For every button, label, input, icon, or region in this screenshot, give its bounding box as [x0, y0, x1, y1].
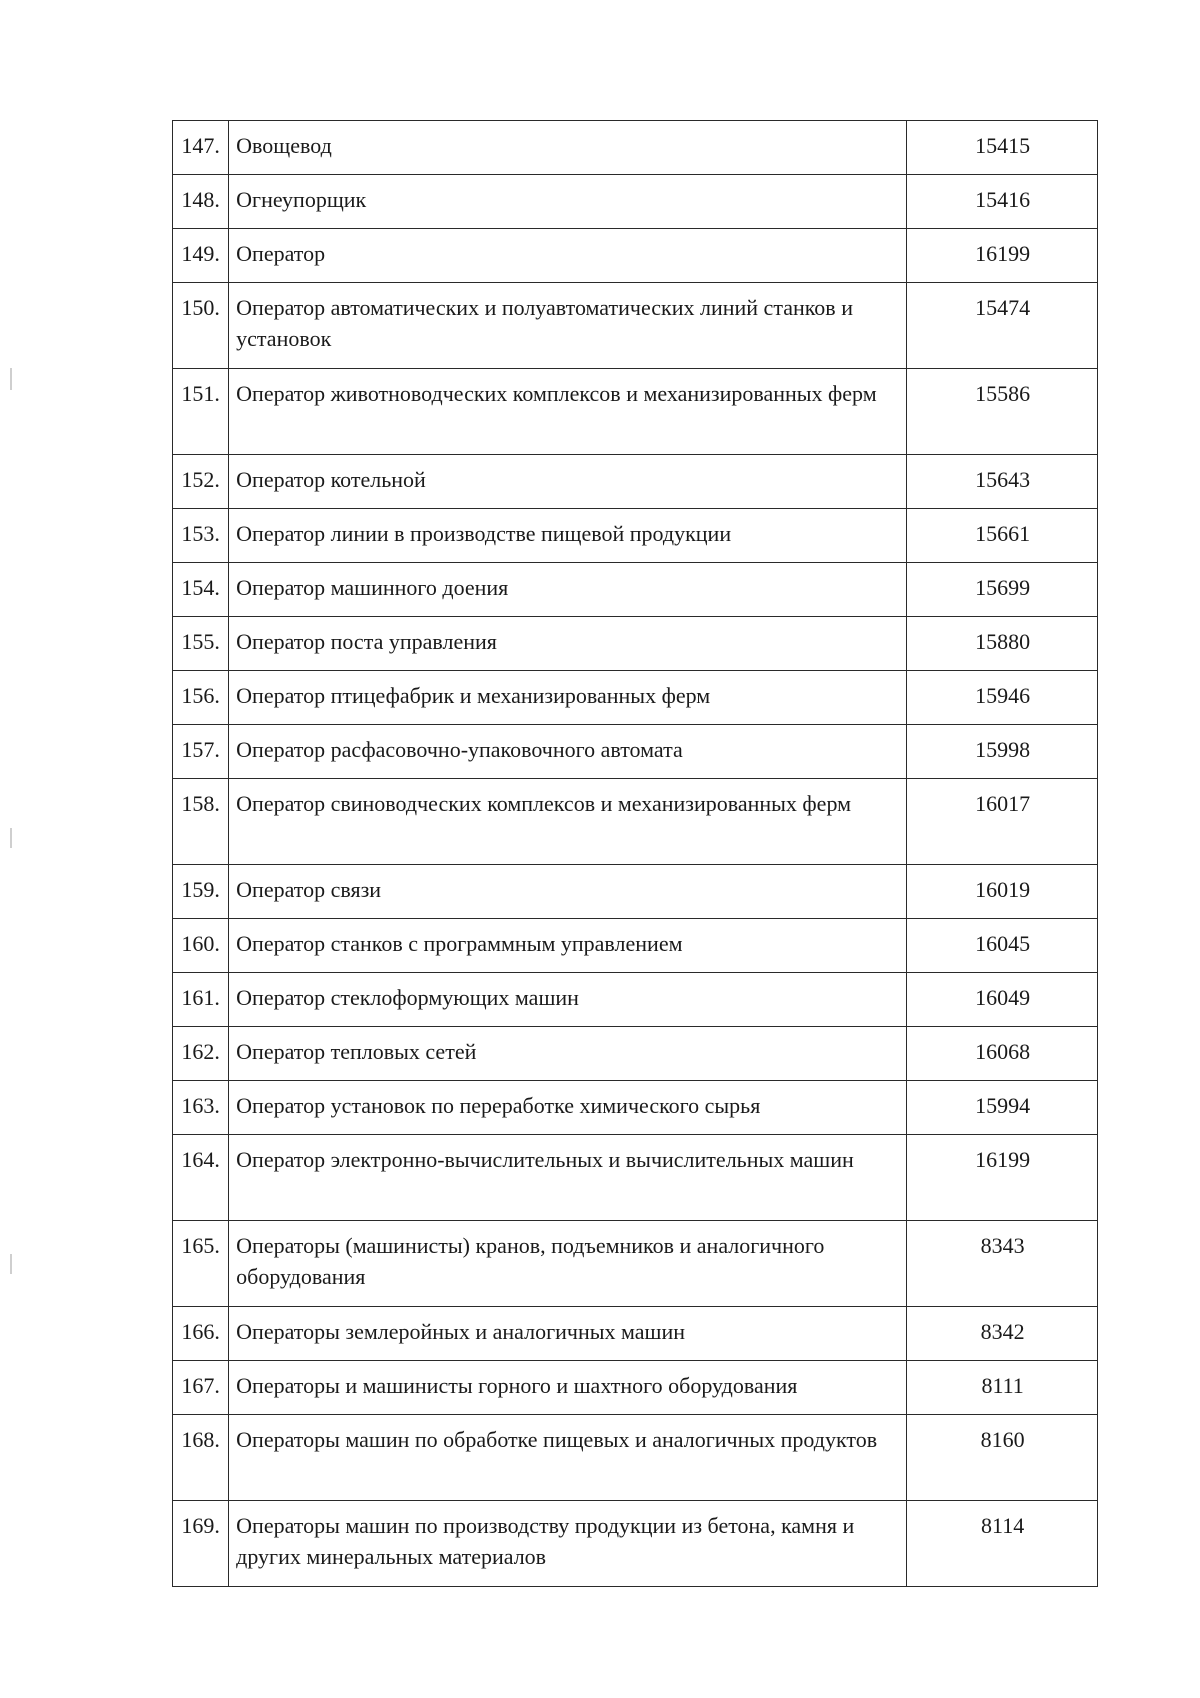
profession-name: Операторы машин по производству продукции из бетона, камня и других минеральных материалов — [229, 1501, 907, 1587]
profession-code: 15586 — [907, 369, 1098, 455]
profession-name: Оператор автоматических и полуавтоматических линий станков и установок — [229, 283, 907, 369]
row-number: 159. — [173, 865, 229, 919]
profession-code: 15661 — [907, 509, 1098, 563]
profession-name: Оператор связи — [229, 865, 907, 919]
row-number: 151. — [173, 369, 229, 455]
profession-code: 15946 — [907, 671, 1098, 725]
table-row — [173, 1307, 1098, 1361]
row-number: 157. — [173, 725, 229, 779]
profession-code: 8343 — [907, 1221, 1098, 1307]
profession-code: 15416 — [907, 175, 1098, 229]
table-row — [173, 1501, 1098, 1587]
profession-code: 15415 — [907, 121, 1098, 175]
profession-code: 15474 — [907, 283, 1098, 369]
profession-name: Оператор расфасовочно-упаковочного автомата — [229, 725, 907, 779]
table-row — [173, 455, 1098, 509]
row-number: 168. — [173, 1415, 229, 1501]
profession-code: 8342 — [907, 1307, 1098, 1361]
profession-code: 15998 — [907, 725, 1098, 779]
row-number: 161. — [173, 973, 229, 1027]
profession-code: 15994 — [907, 1081, 1098, 1135]
row-number: 165. — [173, 1221, 229, 1307]
profession-code: 16199 — [907, 229, 1098, 283]
table-row — [173, 175, 1098, 229]
profession-code: 15643 — [907, 455, 1098, 509]
row-number: 154. — [173, 563, 229, 617]
table-row — [173, 283, 1098, 369]
row-number: 163. — [173, 1081, 229, 1135]
profession-name: Оператор животноводческих комплексов и механизированных ферм — [229, 369, 907, 455]
profession-name: Оператор установок по переработке химического сырья — [229, 1081, 907, 1135]
row-number: 150. — [173, 283, 229, 369]
table-row — [173, 671, 1098, 725]
profession-code: 15699 — [907, 563, 1098, 617]
table-row — [173, 725, 1098, 779]
professions-table — [172, 120, 1098, 1587]
table-row — [173, 563, 1098, 617]
profession-name: Оператор станков с программным управлением — [229, 919, 907, 973]
table-row — [173, 369, 1098, 455]
scan-mark — [10, 368, 12, 390]
profession-name: Операторы (машинисты) кранов, подъемников и аналогичного оборудования — [229, 1221, 907, 1307]
profession-name: Оператор котельной — [229, 455, 907, 509]
profession-name: Оператор линии в производстве пищевой продукции — [229, 509, 907, 563]
profession-code: 16199 — [907, 1135, 1098, 1221]
table-row — [173, 229, 1098, 283]
profession-name: Оператор птицефабрик и механизированных ферм — [229, 671, 907, 725]
profession-name: Оператор свиноводческих комплексов и механизированных ферм — [229, 779, 907, 865]
row-number: 162. — [173, 1027, 229, 1081]
profession-name: Овощевод — [229, 121, 907, 175]
profession-name: Операторы и машинисты горного и шахтного оборудования — [229, 1361, 907, 1415]
row-number: 153. — [173, 509, 229, 563]
scan-mark — [10, 828, 12, 848]
profession-code: 8111 — [907, 1361, 1098, 1415]
table-row — [173, 1361, 1098, 1415]
row-number: 149. — [173, 229, 229, 283]
table-row — [173, 509, 1098, 563]
row-number: 147. — [173, 121, 229, 175]
profession-code: 15880 — [907, 617, 1098, 671]
profession-code: 16045 — [907, 919, 1098, 973]
table-row — [173, 779, 1098, 865]
profession-code: 8114 — [907, 1501, 1098, 1587]
row-number: 166. — [173, 1307, 229, 1361]
table-row — [173, 121, 1098, 175]
row-number: 167. — [173, 1361, 229, 1415]
profession-name: Оператор стеклоформующих машин — [229, 973, 907, 1027]
row-number: 155. — [173, 617, 229, 671]
table-row — [173, 617, 1098, 671]
table-row — [173, 1135, 1098, 1221]
profession-name: Огнеупорщик — [229, 175, 907, 229]
row-number: 160. — [173, 919, 229, 973]
table-row — [173, 1027, 1098, 1081]
row-number: 152. — [173, 455, 229, 509]
row-number: 156. — [173, 671, 229, 725]
profession-name: Оператор поста управления — [229, 617, 907, 671]
row-number: 148. — [173, 175, 229, 229]
profession-code: 16017 — [907, 779, 1098, 865]
profession-name: Оператор — [229, 229, 907, 283]
profession-name: Оператор машинного доения — [229, 563, 907, 617]
row-number: 164. — [173, 1135, 229, 1221]
table-row — [173, 973, 1098, 1027]
profession-name: Операторы землеройных и аналогичных машин — [229, 1307, 907, 1361]
profession-code: 16068 — [907, 1027, 1098, 1081]
profession-name: Операторы машин по обработке пищевых и аналогичных продуктов — [229, 1415, 907, 1501]
table-row — [173, 1081, 1098, 1135]
row-number: 169. — [173, 1501, 229, 1587]
table-row — [173, 865, 1098, 919]
profession-code: 16049 — [907, 973, 1098, 1027]
scan-mark — [10, 1254, 12, 1274]
profession-code: 8160 — [907, 1415, 1098, 1501]
table-row — [173, 1221, 1098, 1307]
profession-code: 16019 — [907, 865, 1098, 919]
row-number: 158. — [173, 779, 229, 865]
profession-name: Оператор электронно-вычислительных и вычислительных машин — [229, 1135, 907, 1221]
table-row — [173, 919, 1098, 973]
profession-name: Оператор тепловых сетей — [229, 1027, 907, 1081]
table-row — [173, 1415, 1098, 1501]
